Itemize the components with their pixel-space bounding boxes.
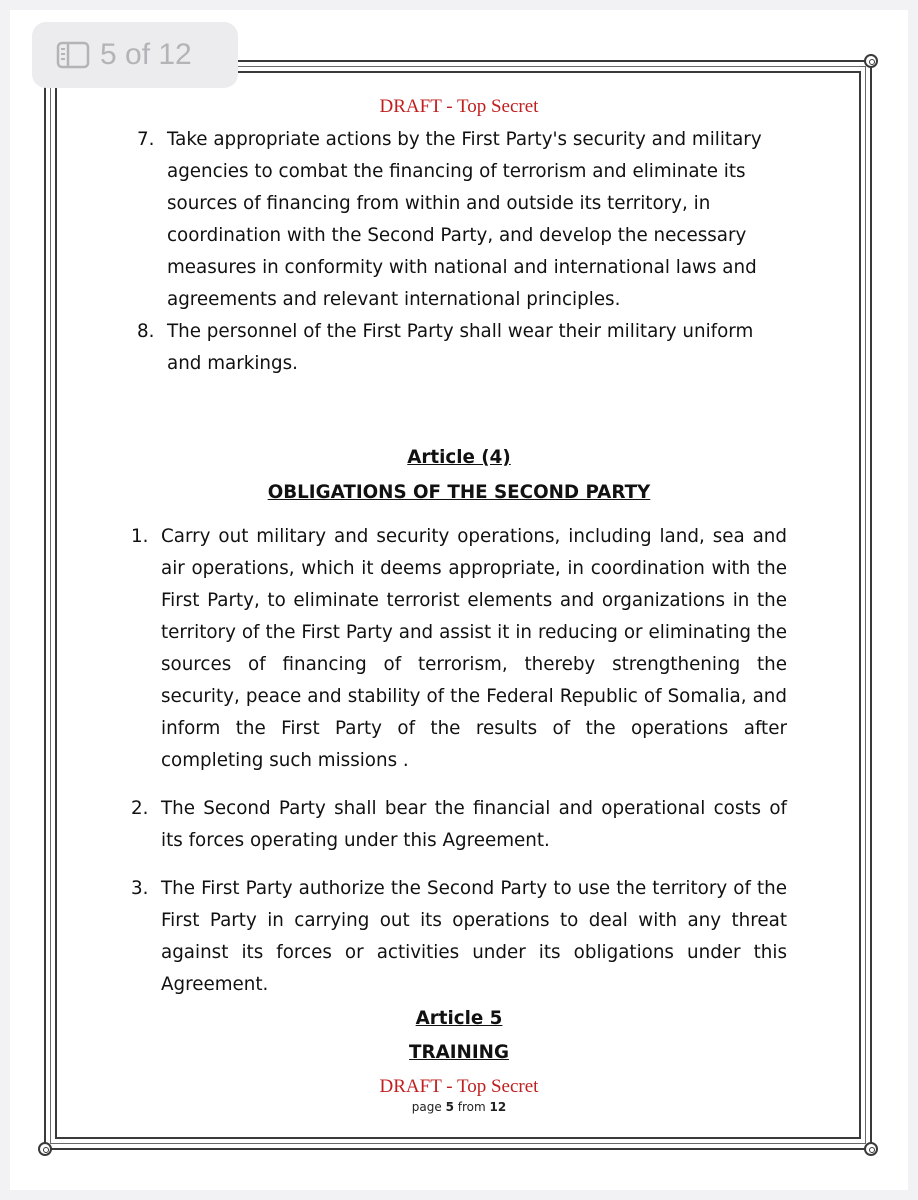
obligations-list-first-party <box>137 124 787 380</box>
list-item-number: 2. <box>131 798 149 819</box>
footer-middle: from <box>457 1100 486 1114</box>
page-number-footer <box>0 1100 918 1114</box>
list-item-text: Take appropriate actions by the First Party's security and military agencies to combat the financing of terrorism and eliminate its sources of financing from within and outside its territory, in coordination with the Second Party, and develop the necessary measures in conformity with national and international laws and agreements and relevant international principles. <box>167 129 762 310</box>
list-item-number: 7. <box>137 129 155 150</box>
obligations-list-second-party <box>131 521 787 1017</box>
list-item-text: The Second Party shall bear the financial and operational costs of its forces operating under this Agreement. <box>161 798 787 851</box>
draft-header: DRAFT - Top Secret <box>379 96 539 117</box>
sidebar-icon <box>56 41 90 69</box>
border-corner-ornament <box>864 1142 878 1156</box>
footer-prefix: page <box>411 1100 442 1114</box>
article-4-heading: OBLIGATIONS OF THE SECOND PARTY <box>267 482 651 503</box>
article-5-title: Article 5 <box>415 1008 503 1029</box>
list-item-number: 8. <box>137 321 155 342</box>
list-item-text: The First Party authorize the Second Party to use the territory of the First Party in carrying out its operations to deal with any threat against its forces or activities under its obligations under this Agreement. <box>161 878 787 995</box>
list-item <box>137 316 787 380</box>
footer-total-pages: 12 <box>489 1100 507 1114</box>
page-indicator-label: 5 of 12 <box>100 38 192 71</box>
list-item-text: The personnel of the First Party shall wear their military uniform and markings. <box>167 321 754 374</box>
footer-current-page: 5 <box>445 1100 454 1114</box>
list-item <box>137 124 787 316</box>
border-corner-ornament <box>864 54 878 68</box>
list-item <box>131 793 787 857</box>
article-4-title: Article (4) <box>407 447 511 468</box>
list-item <box>131 521 787 777</box>
list-item <box>131 873 787 1001</box>
article-5-heading: TRAINING <box>409 1042 509 1063</box>
border-corner-ornament <box>38 1142 52 1156</box>
list-item-number: 1. <box>131 526 149 547</box>
list-item-text: Carry out military and security operations, including land, sea and air operations, which it deems appropriate, in coordination with the First Party, to eliminate terrorist elements and organizations in the territory of the First Party and assist it in reducing or eliminating the sources of financing of terrorism, thereby strengthening the security, peace and stability of the Federal Republic of Somalia, and inform the First Party of the results of the operations after completing such missions . <box>161 526 787 771</box>
draft-footer: DRAFT - Top Secret <box>379 1076 539 1097</box>
page-indicator[interactable] <box>32 22 238 88</box>
list-item-number: 3. <box>131 878 149 899</box>
